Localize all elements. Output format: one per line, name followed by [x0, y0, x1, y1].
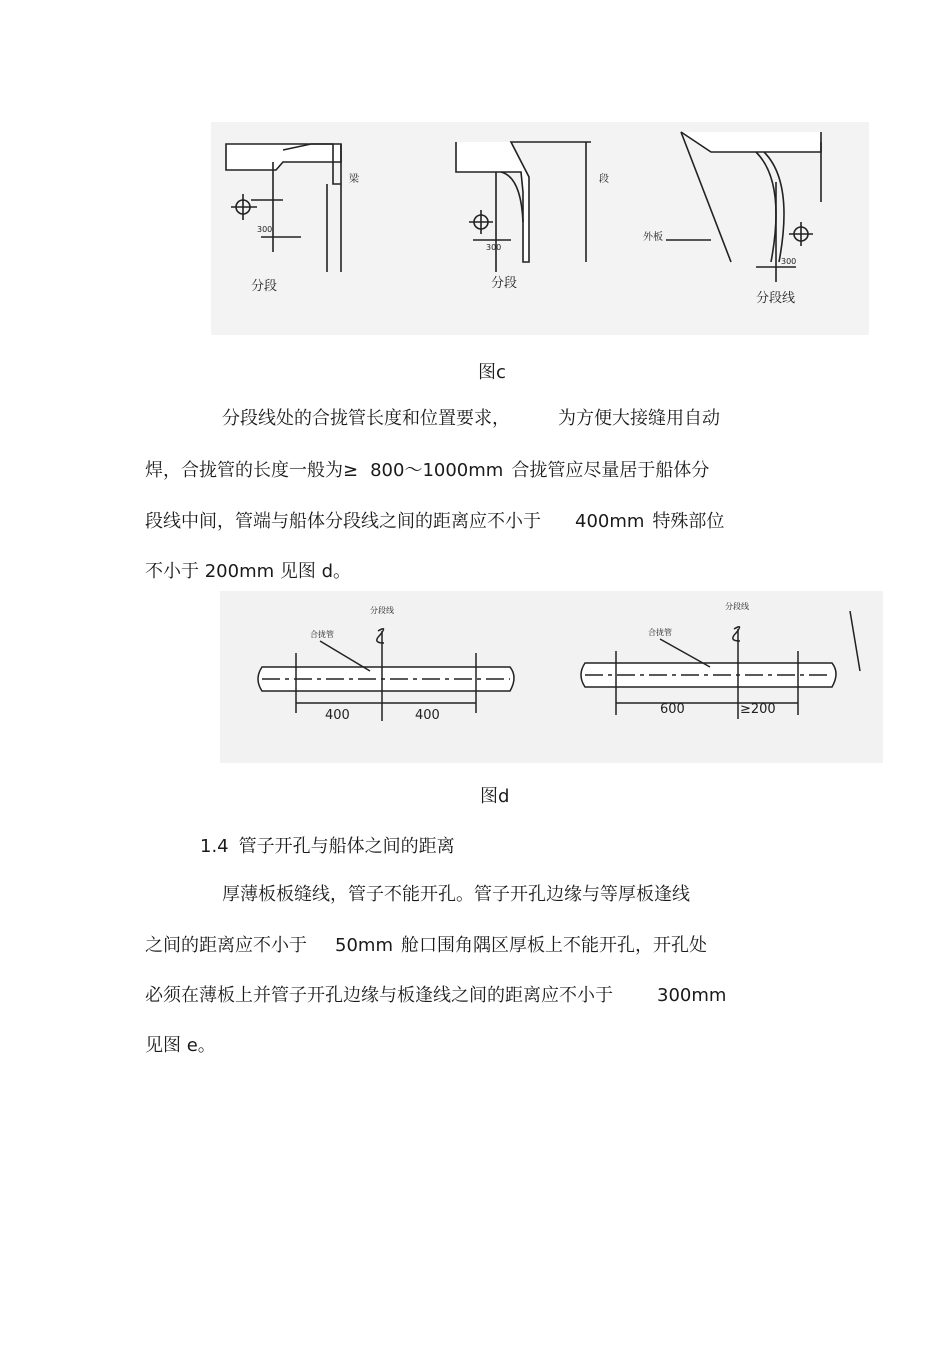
figure-c-label-right-section: 分段线 [756, 291, 796, 306]
figure-c-drawing [211, 122, 869, 335]
para1-line2c: 合拢管应尽量居于船体分 [511, 460, 710, 481]
para2-line3 [145, 981, 726, 1007]
figure-c-label-left-block: 梁 [349, 174, 359, 185]
para2-line2b: 50mm [335, 935, 393, 956]
figure-c-dim-right: 300 [781, 257, 797, 266]
figure-d-left-section-line: 分段线 [370, 606, 394, 615]
figure-d-right-dim2: ≥200 [740, 702, 776, 717]
figure-c-label-middle-block: 段 [599, 174, 609, 185]
para2-line4: 见图 e。 [145, 1035, 216, 1056]
figure-d-left-dim1: 400 [325, 708, 350, 723]
section-title: 管子开孔与船体之间的距离 [238, 836, 455, 857]
para1-line3b: 400mm [575, 511, 645, 532]
para1-line4: 不小于 200mm 见图 d。 [145, 561, 352, 582]
section-number: 1.4 [200, 836, 229, 857]
figure-d-left-pipe-label: 合拢管 [310, 630, 334, 639]
para1-line1b: 为方便大接缝用自动 [558, 408, 720, 429]
figure-c-caption: 图c [478, 362, 506, 383]
figure-c [211, 122, 869, 335]
para1-line3 [145, 507, 724, 533]
figure-d-right-dim1: 600 [660, 702, 685, 717]
para2-line2 [145, 931, 707, 957]
figure-c-dim-middle: 300 [486, 243, 502, 252]
figure-d-left-dim2: 400 [415, 708, 440, 723]
section-heading [200, 832, 455, 858]
figure-d-caption: 图d [480, 786, 510, 807]
figure-c-label-shell: 外板 [643, 232, 663, 243]
para2-line3a: 必须在薄板上并管子开孔边缘与板逢线之间的距离应不小于 [145, 985, 613, 1006]
para2-line1: 厚薄板板缝线，管子不能开孔。管子开孔边缘与等厚板逢线 [222, 884, 690, 905]
para2-line2c: 舱口围角隅区厚板上不能开孔，开孔处 [400, 935, 707, 956]
figure-d-right-pipe-label: 合拢管 [648, 628, 672, 637]
figure-d [220, 591, 883, 763]
para1-line2b: 800～1000mm [370, 460, 504, 481]
para1-line2a: 焊，合拢管的长度一般为≥ [145, 460, 359, 481]
para1-line3c: 特殊部位 [652, 511, 725, 532]
para2-line2a: 之间的距离应不小于 [145, 935, 307, 956]
figure-c-dim-left: 300 [257, 225, 273, 234]
figure-c-label-middle-section: 分段 [491, 276, 518, 291]
para1-line2 [145, 456, 709, 482]
figure-d-right-section-line: 分段线 [725, 602, 749, 611]
para1-line3a: 段线中间，管端与船体分段线之间的距离应不小于 [145, 511, 541, 532]
figure-c-label-left-section: 分段 [251, 279, 278, 294]
para1-line1a: 分段线处的合拢管长度和位置要求， [222, 408, 510, 429]
para1-line1 [222, 404, 720, 430]
figure-d-drawing [220, 591, 883, 763]
para2-line3b: 300mm [657, 985, 727, 1006]
